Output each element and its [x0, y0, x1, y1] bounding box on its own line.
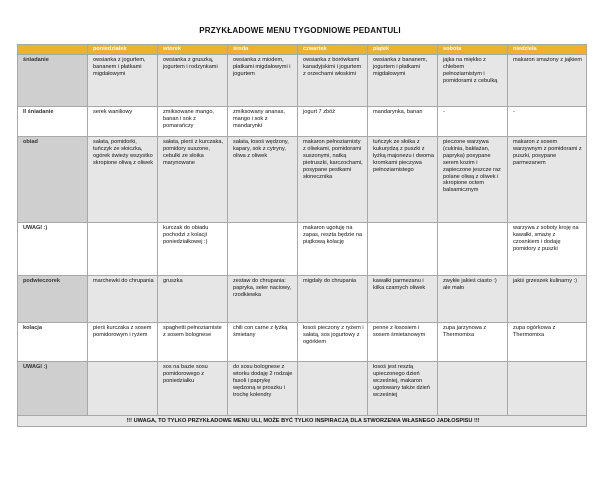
header-row [18, 45, 587, 55]
menu-cell: sos na bazie sosu pomidorowego z poniedziałku [158, 362, 228, 416]
menu-cell: gruszka [158, 276, 228, 323]
menu-cell: serek waniliowy [88, 107, 158, 137]
menu-cell [438, 223, 508, 276]
day-header-saturday: sobota [438, 45, 508, 55]
table-row-dinner [18, 323, 587, 362]
table-row-second-breakfast [18, 107, 587, 137]
header-corner [18, 45, 88, 55]
menu-cell: łosoś pieczony z ryżem i sałatą, sos jogurtowy z ogórkiem [298, 323, 368, 362]
menu-cell: makaron smażony z jajkiem [508, 55, 587, 107]
menu-cell: do sosu bolognese z wtorku dodaję 2 rodzaje fasoli i paprykę wędzoną w proszku i trochę kolendry [228, 362, 298, 416]
menu-cell: zwykłe jakieś ciasto :) ale mało [438, 276, 508, 323]
table-row-lunch [18, 137, 587, 223]
day-header-sunday: niedziela [508, 45, 587, 55]
menu-cell [88, 223, 158, 276]
day-header-wednesday: środa [228, 45, 298, 55]
menu-cell: makaron pełnoziarnisty z oliwkami, pomidorami suszonymi, natką pietruszki, karczochami, posypane pestkami słonecznika [298, 137, 368, 223]
day-header-tuesday: wtorek [158, 45, 228, 55]
menu-cell: owsianka z gruszką, jogurtem i rodzynkami [158, 55, 228, 107]
menu-cell: zestaw do chrupania: papryka, seler naciowy, rzodkiewka [228, 276, 298, 323]
menu-cell [298, 362, 368, 416]
menu-cell: - [508, 107, 587, 137]
day-header-friday: piątek [368, 45, 438, 55]
day-header-thursday: czwartek [298, 45, 368, 55]
menu-cell [88, 362, 158, 416]
table-row-notes-dinner [18, 362, 587, 416]
menu-cell: owsianka z bananem, jogurtem i płatkami migdałowymi [368, 55, 438, 107]
menu-cell: mandarynka, banan [368, 107, 438, 137]
menu-cell: makaron ugotuję na zapas, reszta będzie na piątkową kolację [298, 223, 368, 276]
menu-cell: owsianka z borówkami kanadyjskimi i jogurtem z orzechami włoskimi [298, 55, 368, 107]
menu-cell: zmiksowane mango, banan i sok z pomarańczy [158, 107, 228, 137]
menu-cell [228, 223, 298, 276]
row-label-second-breakfast: II śniadanie [18, 107, 88, 137]
row-label-snack: podwieczorek [18, 276, 88, 323]
row-label-dinner: kolacja [18, 323, 88, 362]
document-title: PRZYKŁADOWE MENU TYGODNIOWE PEDANTULI [199, 26, 401, 35]
menu-cell: owsianka z miodem, płatkami migdałowymi i jogurtem [228, 55, 298, 107]
menu-cell: jajka na miękko z chlebem pełnoziarnistym i pomidorami z cebulką [438, 55, 508, 107]
menu-cell [508, 362, 587, 416]
menu-cell [438, 362, 508, 416]
row-label-notes: UWAGI :) [18, 223, 88, 276]
menu-cell: sałata, pierś z kurczaka, pomidory suszone, cebulki ze słoika marynowane [158, 137, 228, 223]
menu-cell: warzywa z soboty kroję na kawałki, smażę z czosnkiem i dodaję pomidory z puszki [508, 223, 587, 276]
menu-cell: - [438, 107, 508, 137]
table-row-breakfast [18, 55, 587, 107]
menu-cell: migdały do chrupania [298, 276, 368, 323]
menu-cell: jogurt 7 zbóż [298, 107, 368, 137]
menu-cell: jakiś grzeszek kulinarny :) [508, 276, 587, 323]
menu-cell: tuńczyk ze słoika z kukurydzą z puszki z łyżką majonezu i dwoma kromkami pieczywa pełnoziarnistego [368, 137, 438, 223]
table-row-notes-lunch [18, 223, 587, 276]
menu-cell: penne z łososiem i sosem śmietanowym [368, 323, 438, 362]
menu-cell: zupa ogórkowa z Thermomixa [508, 323, 587, 362]
day-header-monday: poniedziałek [88, 45, 158, 55]
menu-cell: pieczone warzywa (cukinia, bakłażan, papryka) posypane serem kozim i zapieczone jeszcze raz polane oliwą z oliwek i skropione octem balsamicznym [438, 137, 508, 223]
menu-cell: kurczak do obiadu pochodzi z kolacji poniedziałkowej :) [158, 223, 228, 276]
disclaimer-note: !!! UWAGA, TO TYLKO PRZYKŁADOWE MENU ULI, MOŻE BYĆ TYLKO INSPIRACJĄ DLA STWORZENIA WŁASNEGO JADŁOSPISU !!! [18, 416, 587, 427]
menu-cell: pierś kurczaka z sosem pomidorowym i ryżem [88, 323, 158, 362]
menu-cell: sałata, pomidorki, tuńczyk ze słoiczka, ogórek świeży wszystko skropione oliwą z oliwek [88, 137, 158, 223]
menu-cell: chili con carne z łyżką śmietany [228, 323, 298, 362]
menu-cell: zupa jarzynowa z Thermomixa [438, 323, 508, 362]
menu-cell: owsianka z jogurtem, bananem i płatkami migdałowymi [88, 55, 158, 107]
table-row-footer [18, 416, 587, 427]
menu-cell: sałata, łosoś wędzony, kapary, sok z cytryny, oliwa z oliwek [228, 137, 298, 223]
row-label-lunch: obiad [18, 137, 88, 223]
menu-cell: łosoś jest resztą upieczonego dzień wcześniej, makaron ugotowany także dzień wcześniej [368, 362, 438, 416]
menu-cell: zmiksowany ananas, mango i sok z mandarynki [228, 107, 298, 137]
table-row-snack [18, 276, 587, 323]
menu-cell [368, 223, 438, 276]
menu-cell: marchewki do chrupania [88, 276, 158, 323]
menu-cell: kawałki parmezanu i kilka czarnych oliwek [368, 276, 438, 323]
row-label-notes: UWAGI :) [18, 362, 88, 416]
row-label-breakfast: śniadanie [18, 55, 88, 107]
menu-cell: makaron z sosem warzywnym z pomidorami z puszki, posypane parmezanem [508, 137, 587, 223]
weekly-menu-table [17, 44, 587, 427]
menu-cell: spaghetti pełnoziarniste z sosem bolognese [158, 323, 228, 362]
